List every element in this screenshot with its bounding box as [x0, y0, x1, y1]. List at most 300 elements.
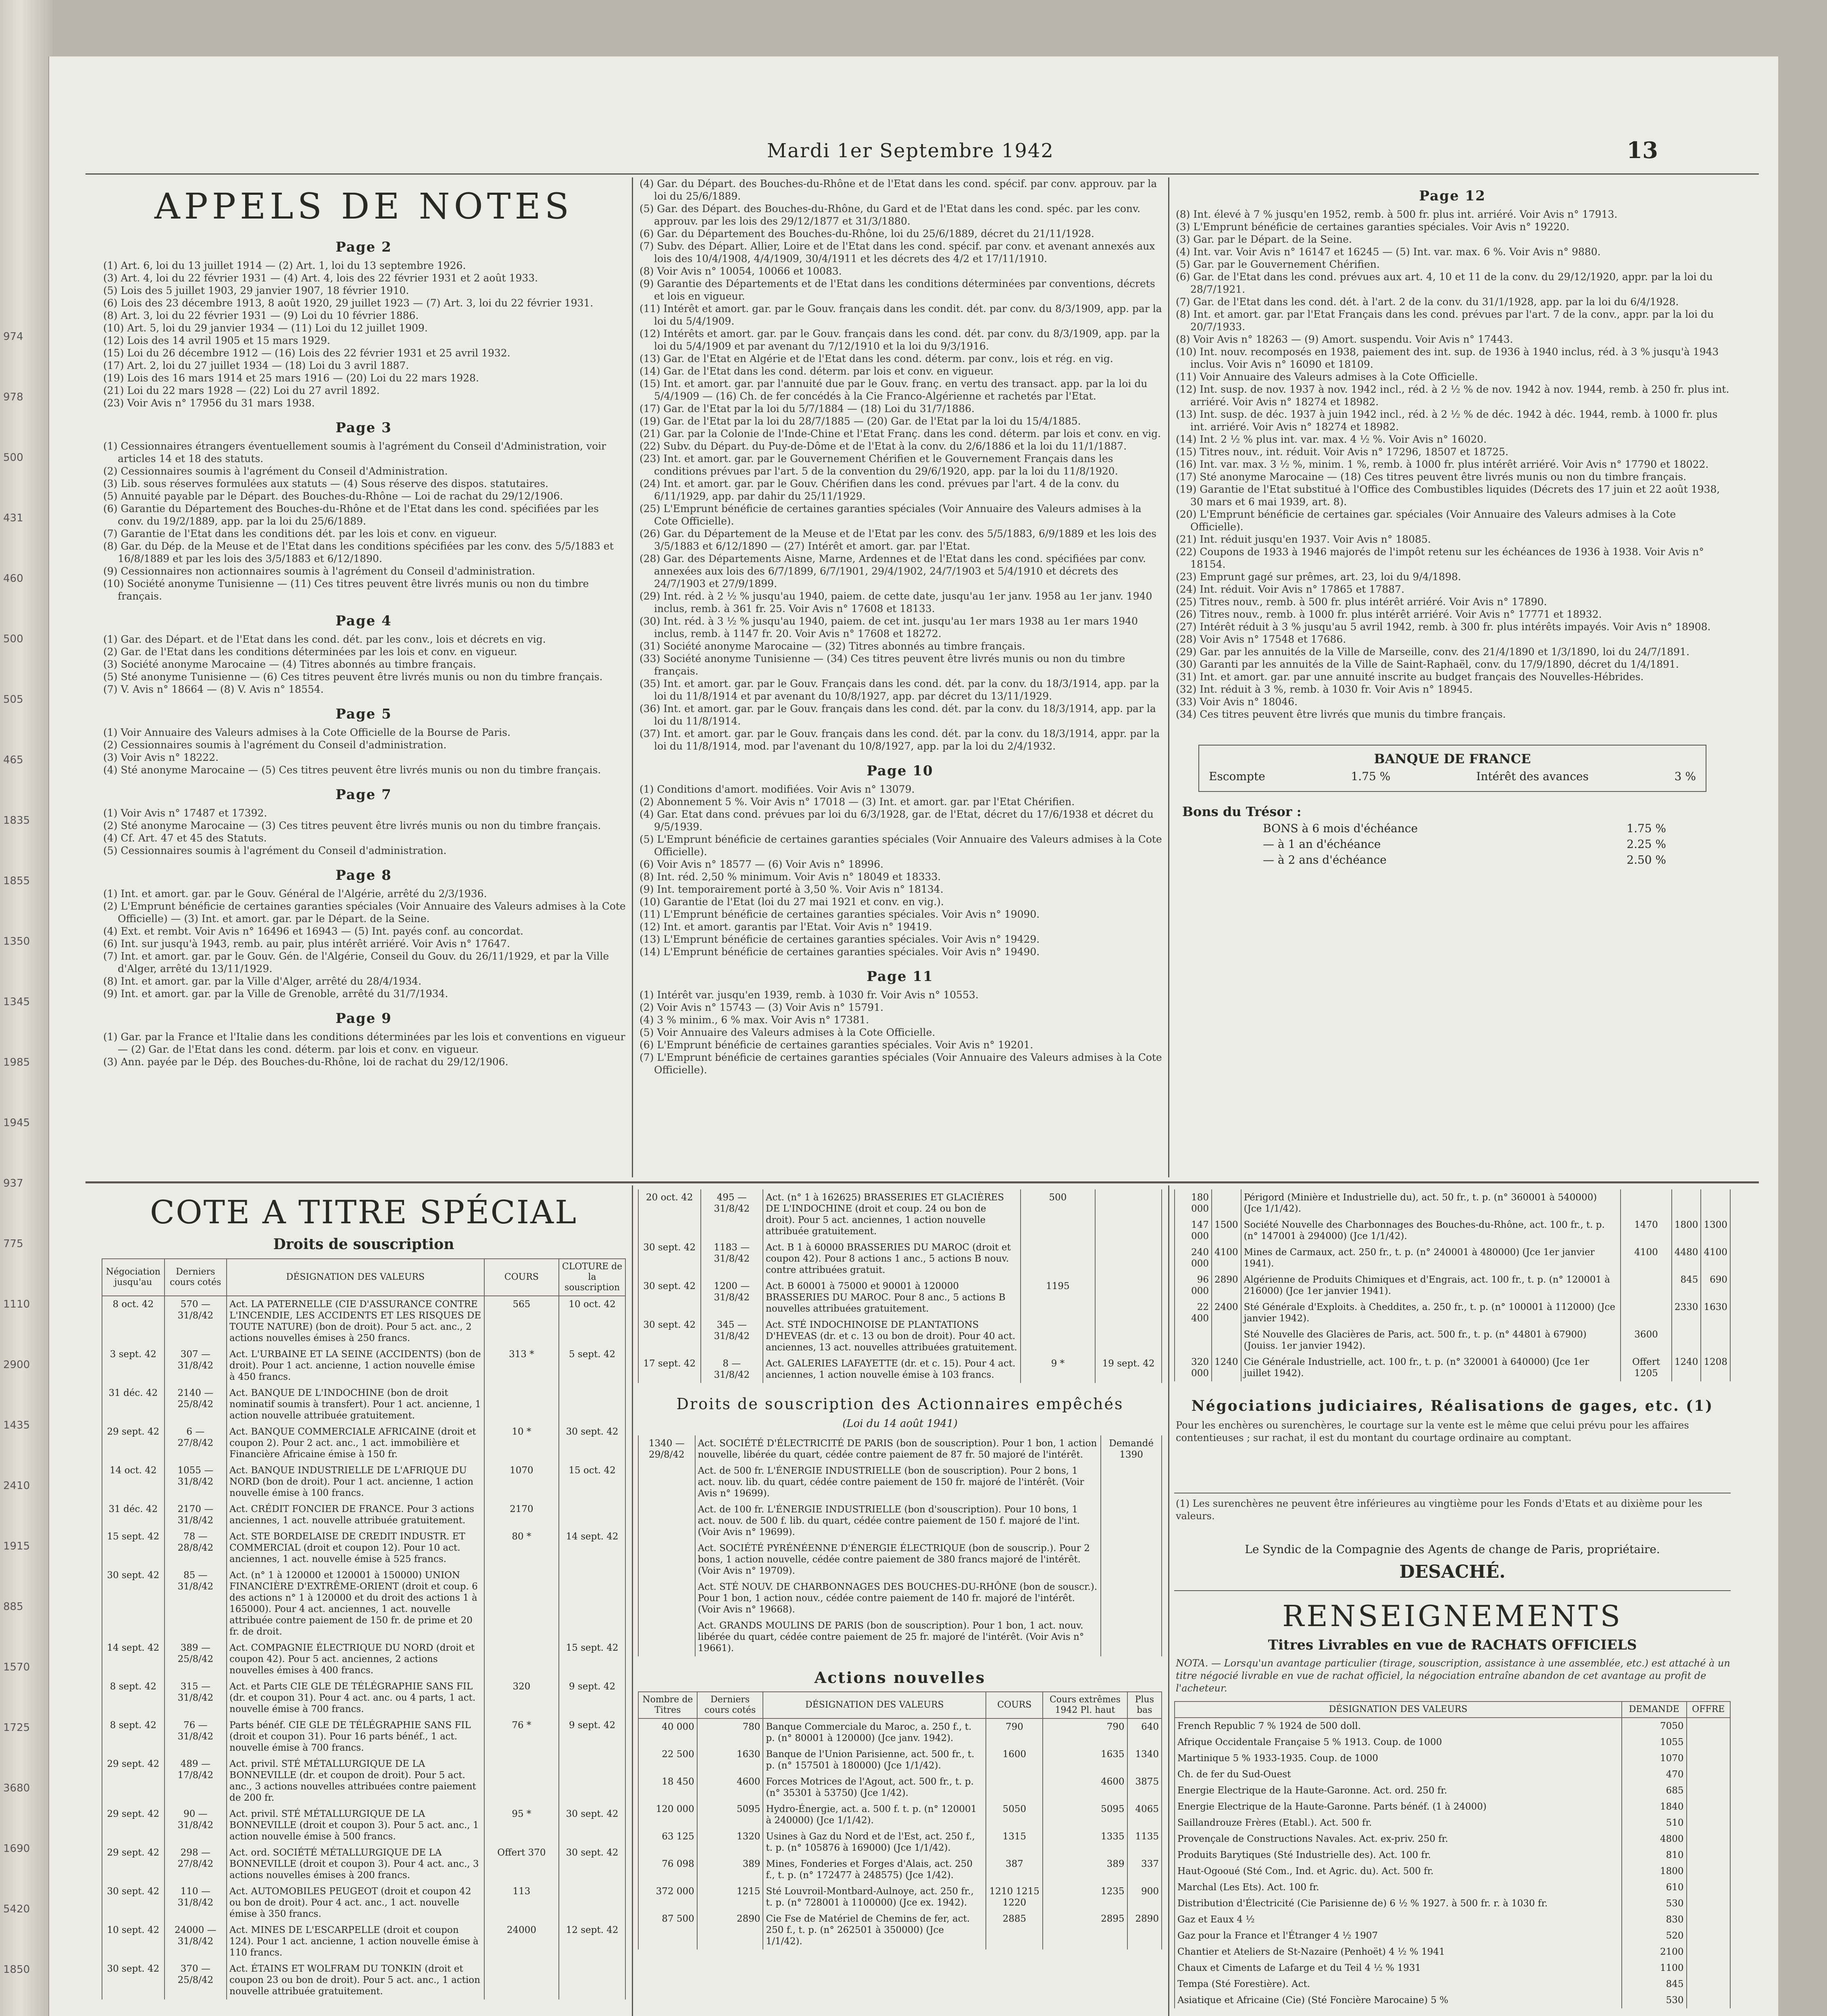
- cell-date: 30 sept. 42: [638, 1239, 701, 1278]
- cell-close: 19 sept. 42: [1095, 1356, 1162, 1383]
- column-header: DÉSIGNATION DES VALEURS: [1175, 1702, 1622, 1718]
- cell-name: Usines à Gaz du Nord et de l'Est, act. 250 f., t. p. (n° 105876 à 169000) (Jce 1/1/42).: [763, 1829, 986, 1856]
- footnote: (3) Gar. par le Départ. de la Seine.: [1176, 233, 1352, 245]
- banque-rates: [1209, 770, 1696, 783]
- footnote: (5) Sté anonyme Tunisienne — (6) Ces titres peuvent être livrés munis ou non du timbre français.: [103, 671, 603, 683]
- footnote: (2) Gar. de l'Etat dans les conditions déterminées par les lois et conv. en vigueur.: [103, 646, 517, 658]
- cell-date: 29 sept. 42: [102, 1806, 165, 1845]
- page12-head: Page 12: [1419, 188, 1486, 204]
- footnote: (30) Int. réd. à 3 ½ % jusqu'au 1940, paiem. de cet int. jusqu'au 1er mars 1938 au 1er mars 1940 inclus, remb. à 1147 fr. 20. Voir Avis n° 17608 et 18272.: [640, 615, 1138, 639]
- spine-number: 431: [3, 512, 23, 524]
- spine-number: 974: [3, 331, 23, 343]
- cell-n: 96 000: [1175, 1272, 1212, 1299]
- cell-date: 31 déc. 42: [102, 1501, 165, 1529]
- cell-offre: [1687, 1815, 1731, 1831]
- cell-date: 30 sept. 42: [102, 1567, 165, 1640]
- footnote: (20) L'Emprunt bénéficie de certaines gar. spéciales (Voir Annuaire des Valeurs admises à la Cote Officielle).: [1176, 508, 1676, 533]
- empeches-title: Droits de souscription des Actionnaires empêchés: [676, 1395, 1124, 1413]
- footnote: (5) Voir Annuaire des Valeurs admises à la Cote Officielle.: [640, 1027, 935, 1038]
- cell-cours: [1621, 1189, 1672, 1217]
- table-row: [102, 1883, 625, 1922]
- footnote: (9) Int. temporairement porté à 3,50 %. Voir Avis n° 18134.: [640, 883, 944, 895]
- cell-n: 22 400: [1175, 1299, 1212, 1327]
- cell-last: [638, 1463, 695, 1502]
- table-row: [1175, 1799, 1730, 1815]
- table-row: [1175, 1976, 1730, 1992]
- cell-n: [1175, 1327, 1212, 1354]
- cell-date: 29 sept. 42: [102, 1424, 165, 1462]
- cell-demande: 610: [1622, 1879, 1687, 1895]
- cell-name: Distribution d'Électricité (Cie Parisienne de) 6 ½ % 1927. à 500 fr. r. à 1030 fr.: [1175, 1895, 1622, 1912]
- footnote: (2) Cessionnaires soumis à l'agrément du Conseil d'administration.: [103, 739, 447, 751]
- cell-last: 4600: [697, 1774, 763, 1801]
- cell-close: 9 sept. 42: [559, 1679, 625, 1717]
- cell-close: [1095, 1317, 1162, 1356]
- column-header: COURS: [986, 1692, 1043, 1718]
- footnote: (4) Sté anonyme Marocaine — (5) Ces titres peuvent être livrés munis ou non du timbre français.: [103, 764, 601, 776]
- cell-hi: 1800: [1672, 1217, 1701, 1244]
- footnote: (15) Int. et amort. gar. par l'annuité due par le Gouv. franç. en vertu des transact. app. par la loi du 5/4/1909 — (16) Ch. de fer concédés à la Cie Franco-Algérienne et rachetés par l'Etat.: [640, 378, 1148, 402]
- cell-cours: 4100: [1621, 1244, 1672, 1272]
- cell-close: [559, 1567, 625, 1640]
- cell-date: 15 sept. 42: [102, 1529, 165, 1567]
- table-row: [102, 1845, 625, 1883]
- cell-cours: 320: [484, 1679, 559, 1717]
- footnote: (1) Voir Avis n° 17487 et 17392.: [103, 807, 267, 819]
- nouv-table-body: [638, 1718, 1162, 1949]
- footnote: (32) Int. réduit à 3 %, remb. à 1030 fr. Voir Avis n° 18945.: [1176, 683, 1473, 695]
- bons-value: 1.75 %: [1627, 822, 1666, 835]
- table-row: [638, 1774, 1162, 1801]
- table-row: [1175, 1783, 1730, 1799]
- cell-cours: 9 *: [1021, 1356, 1095, 1383]
- bons-rows: [1263, 822, 1666, 866]
- spine-number: 1345: [3, 996, 30, 1008]
- footnote: (6) Voir Avis n° 18577 — (6) Voir Avis n° 18996.: [640, 858, 883, 870]
- cell-cours: [1101, 1618, 1162, 1656]
- table-row: [638, 1317, 1162, 1356]
- cell-name: Act. BANQUE INDUSTRIELLE DE L'AFRIQUE DU NORD (bon de droit). Pour 1 act. ancienne, 1 action nouvelle émise à 100 francs.: [227, 1462, 484, 1501]
- cell-cours: [484, 1961, 559, 1999]
- renseignements-body: [1175, 1718, 1730, 2008]
- table-row: [1175, 1244, 1730, 1272]
- table-row: [1175, 1327, 1730, 1354]
- empeches-subtitle: (Loi du 14 août 1941): [842, 1418, 958, 1430]
- footnote: (25) L'Emprunt bénéficie de certaines garanties spéciales (Voir Annuaire des Valeurs admises à la Cote Officielle).: [640, 503, 1142, 527]
- footnote: (8) Art. 3, loi du 22 février 1931 — (9) Loi du 10 février 1886.: [103, 310, 419, 321]
- cell-name: Cie Générale Industrielle, act. 100 fr., t. p. (n° 320001 à 640000) (Jce 1er juillet 1942).: [1241, 1354, 1621, 1381]
- cell-hi: 2895: [1043, 1911, 1127, 1949]
- cell-cours: Demandé 1390: [1101, 1435, 1162, 1463]
- footnote: (1) Cessionnaires étrangers éventuellement soumis à l'agrément du Conseil d'Administration, voir articles 14 et 18 des statuts.: [103, 440, 606, 464]
- cell-offre: [1687, 1750, 1731, 1766]
- spine-number: 465: [3, 754, 23, 766]
- cote-title: COTE A TITRE SPÉCIAL: [150, 1193, 578, 1231]
- footnote: (8) Voir Avis n° 10054, 10066 et 10083.: [640, 265, 842, 277]
- table-row: [102, 1385, 625, 1424]
- cell-last: [638, 1579, 695, 1618]
- bons-label: BONS à 6 mois d'échéance: [1263, 822, 1418, 835]
- cell-n: 147 000: [1175, 1217, 1212, 1244]
- cell-cours: Offert 370: [484, 1845, 559, 1883]
- cell-name: Sté Générale d'Exploits. à Cheddites, a. 250 fr., t. p. (n° 100001 à 112000) (Jce janvier 1942).: [1241, 1299, 1621, 1327]
- footnote: (28) Gar. des Départements Aisne, Marne, Ardennes et de l'Etat dans les cond. spécifiées par conv. annexées aux lois des 6/7/1899, 6/7/1901, 29/4/1902, 24/7/1903 et 5/4/1910 et décrets des 24/7/1903 et 27/9/1899.: [640, 553, 1146, 589]
- cell-name: Act. SOCIÉTÉ D'ÉLECTRICITÉ DE PARIS (bon de souscription). Pour 1 bon, 1 action nouvelle, libérée du quart, cédée contre paiement de 87 fr. 50 majoré de l'intérêt.: [695, 1435, 1101, 1463]
- bons-value: 2.25 %: [1627, 837, 1666, 851]
- table-row: [102, 1567, 625, 1640]
- footnote: (23) Int. et amort. gar. par le Gouvernement Chérifien et le Gouvernement Français dans les conditions prévues par l'art. 5 de la convention du 29/6/1920, app. par la loi du 11/8/1920.: [640, 453, 1118, 477]
- cell-last: 1320: [697, 1829, 763, 1856]
- cell-name: Act. privil. STÉ MÉTALLURGIQUE DE LA BONNEVILLE (dr. et coupon de droit). Pour 5 act. anc., 3 actions nouvelles attribuées contre paiement de 200 fr.: [227, 1756, 484, 1806]
- cell-close: 12 sept. 42: [559, 1922, 625, 1961]
- cell-close: 30 sept. 42: [559, 1845, 625, 1883]
- cell-name: Act. GALERIES LAFAYETTE (dr. et c. 15). Pour 4 act. anciennes, 1 action nouvelle émise à 103 francs.: [763, 1356, 1021, 1383]
- avances-value: 3 %: [1674, 770, 1696, 783]
- page12-notes: [1174, 208, 1731, 721]
- table-row: [102, 1961, 625, 1999]
- cell-date: 31 déc. 42: [102, 1385, 165, 1424]
- cell-cours: [1101, 1579, 1162, 1618]
- table-row: [1175, 1960, 1730, 1976]
- table-row: [638, 1746, 1162, 1774]
- footnote: (3) Voir Avis n° 18222.: [103, 752, 219, 763]
- footnote: (17) Sté anonyme Marocaine — (18) Ces titres peuvent être livrés munis ou non du timbre français.: [1176, 471, 1687, 483]
- footnote: (22) Coupons de 1933 à 1946 majorés de l'impôt retenu sur les échéances de 1936 à 1938. Voir Avis n° 18154.: [1176, 546, 1704, 570]
- footnote: (21) Int. réduit jusqu'en 1937. Voir Avis n° 18085.: [1176, 533, 1431, 545]
- cell-offre: [1687, 1734, 1731, 1750]
- cell-hi: 4480: [1672, 1244, 1701, 1272]
- table-row: [102, 1756, 625, 1806]
- spine-number: 1725: [3, 1722, 30, 1734]
- footnote: (17) Gar. de l'Etat par la loi du 5/7/1884 — (18) Loi du 31/7/1886.: [640, 403, 975, 414]
- middle-table: [638, 1189, 1162, 1383]
- cell-date: 14 sept. 42: [102, 1640, 165, 1679]
- footnote: (11) Voir Annuaire des Valeurs admises à la Cote Officielle.: [1176, 371, 1478, 383]
- cell-n: 372 000: [638, 1883, 697, 1911]
- footnote: (8) Gar. du Dép. de la Meuse et de l'Etat dans les conditions spécifiées par les conv. des 5/5/1883 et 16/8/1889 et par les lois des 3/5/1883 et 6/12/1890.: [103, 540, 614, 564]
- cell-demande: 1840: [1622, 1799, 1687, 1815]
- footnote: (26) Titres nouv., remb. à 1000 fr. plus intérêt arriéré. Voir Avis n° 17771 et 18932.: [1176, 608, 1602, 620]
- cell-n: 180 000: [1175, 1189, 1212, 1217]
- cell-n: 63 125: [638, 1829, 697, 1856]
- cell-last: [638, 1618, 695, 1656]
- negociations-body: Pour les enchères ou surenchères, le courtage sur la vente est le même que celui prévu pour les affaires contentieuses ; sur rachat, il est du montant du courtage ordinaire au comptant.: [1176, 1420, 1689, 1443]
- table-row: [638, 1278, 1162, 1317]
- footnote: (7) L'Emprunt bénéficie de certaines garanties spéciales (Voir Annuaire des Valeurs admises à la Cote Officielle).: [640, 1052, 1162, 1076]
- column-rule: [1168, 177, 1169, 1177]
- page11-head: Page 11: [867, 968, 933, 985]
- cell-last: 1500: [1212, 1217, 1241, 1244]
- cell-hi: 1335: [1043, 1829, 1127, 1856]
- spine-number: 937: [3, 1177, 23, 1189]
- cell-name: Act. (n° 1 à 162625) BRASSERIES ET GLACIÈRES DE L'INDOCHINE (droit et coup. 24 ou bon de droit). Pour 5 act. anciennes, 1 action nouvelle attribuée gratuitement.: [763, 1189, 1021, 1239]
- renseignements-title: RENSEIGNEMENTS: [1282, 1599, 1623, 1633]
- cell-cours: [484, 1640, 559, 1679]
- cell-last: 6 — 27/8/42: [165, 1424, 227, 1462]
- cell-date: 20 oct. 42: [638, 1189, 701, 1239]
- cell-cours: 2170: [484, 1501, 559, 1529]
- footnote: (4) Gar. du Départ. des Bouches-du-Rhône et de l'Etat dans les cond. spécif. par conv. approuv. par la loi du 25/6/1889.: [640, 178, 1157, 202]
- section-rule: [85, 1181, 1759, 1183]
- right-table-column: [1174, 1189, 1731, 2016]
- cell-name: Périgord (Minière et Industrielle du), act. 50 fr., t. p. (n° 360001 à 540000) (Jce 1/1/42).: [1241, 1189, 1621, 1217]
- cell-name: Act. COMPAGNIE ÉLECTRIQUE DU NORD (droit et coupon 42). Pour 5 act. anciennes, 2 actions nouvelles émises à 400 francs.: [227, 1640, 484, 1679]
- spine-number: 1945: [3, 1117, 30, 1129]
- footnote: (1) Int. et amort. gar. par le Gouv. Général de l'Algérie, arrêté du 2/3/1936.: [103, 888, 487, 900]
- footnote: (30) Garanti par les annuités de la Ville de Saint-Raphaël, conv. du 17/9/1890, décret du 1/4/1891.: [1176, 658, 1679, 670]
- cote-table-body: [102, 1296, 625, 1999]
- cell-cours: 1600: [986, 1746, 1043, 1774]
- footnote: (12) Int. susp. de nov. 1937 à nov. 1942 incl., réd. à 2 ½ % de nov. 1942 à nov. 1944, remb. à 250 fr. plus int. arriéré. Voir Avis n° 18274 et 18982.: [1176, 383, 1729, 408]
- cell-cours: [484, 1756, 559, 1806]
- cell-close: [559, 1501, 625, 1529]
- footnote: (3) Lib. sous réserves formulées aux statuts — (4) Sous réserve des dispos. statutaires.: [103, 478, 548, 489]
- cell-last: 110 — 31/8/42: [165, 1883, 227, 1922]
- table-row: [1175, 1944, 1730, 1960]
- spine-number: 5420: [3, 1903, 30, 1915]
- cell-last: 4100: [1212, 1244, 1241, 1272]
- table-row: [1175, 1272, 1730, 1299]
- cell-cours: [1621, 1299, 1672, 1327]
- cell-name: Forces Motrices de l'Agout, act. 500 fr., t. p. (n° 35301 à 53750) (Jce 1/42).: [763, 1774, 986, 1801]
- cell-hi: 1240: [1672, 1354, 1701, 1381]
- syndic-line: Le Syndic de la Compagnie des Agents de change de Paris, propriétaire.: [1245, 1543, 1660, 1556]
- footnote: (5) Gar. par le Gouvernement Chérifien.: [1176, 258, 1380, 270]
- cell-last: 489 — 17/8/42: [165, 1756, 227, 1806]
- table-row: [1175, 1189, 1730, 1217]
- footnote: (8) Int. et amort. gar. par la Ville d'Alger, arrêté du 28/4/1934.: [103, 975, 422, 987]
- table-row: [638, 1579, 1162, 1618]
- empeches-table-body: [638, 1435, 1162, 1656]
- cell-cours: [1021, 1239, 1095, 1278]
- footnote: (1) Voir Annuaire des Valeurs admises à la Cote Officielle de la Bourse de Paris.: [103, 727, 511, 738]
- cell-name: Gaz pour la France et l'Étranger 4 ½ 1907: [1175, 1928, 1622, 1944]
- footnote: (1) Intérêt var. jusqu'en 1939, remb. à 1030 fr. Voir Avis n° 10553.: [640, 989, 979, 1001]
- appels-page-head: Page 7: [335, 787, 392, 803]
- cell-name: Saillandrouze Frères (Etabl.). Act. 500 fr.: [1175, 1815, 1622, 1831]
- cell-name: Chaux et Ciments de Lafarge et du Teil 4 ½ % 1931: [1175, 1960, 1622, 1976]
- footnote: (36) Int. et amort. gar. par le Gouv. français dans les cond. dét. par la conv. du 18/3/1914, app. par la loi du 11/8/1914.: [640, 703, 1156, 727]
- renseignements-table: [1174, 1701, 1731, 2008]
- spine-number: 500: [3, 452, 23, 464]
- cell-cours: [1101, 1540, 1162, 1579]
- cell-close: 30 sept. 42: [559, 1424, 625, 1462]
- negociations-note: (1) Les surenchères ne peuvent être inférieures au vingtième pour les Fonds d'Etats et au dixième pour les valeurs.: [1176, 1498, 1702, 1522]
- cell-last: 298 — 27/8/42: [165, 1845, 227, 1883]
- column-header: Cours extrêmes 1942 Pl. haut: [1043, 1692, 1127, 1718]
- bons-title: Bons du Trésor :: [1182, 804, 1302, 819]
- cell-cours: 1195: [1021, 1278, 1095, 1317]
- table-row: [638, 1435, 1162, 1463]
- cell-close: 30 sept. 42: [559, 1806, 625, 1845]
- cell-date: 30 sept. 42: [102, 1883, 165, 1922]
- spine-number: 978: [3, 391, 23, 403]
- spine-number: 1350: [3, 935, 30, 948]
- cell-offre: [1687, 1928, 1731, 1944]
- cell-cours: 1315: [986, 1829, 1043, 1856]
- footnote: (15) Loi du 26 décembre 1912 — (16) Lois des 22 février 1931 et 25 avril 1932.: [103, 347, 510, 359]
- column-rule: [632, 1185, 633, 2016]
- cell-last: 370 — 25/8/42: [165, 1961, 227, 1999]
- page-header: [49, 137, 1779, 173]
- spine-number: 500: [3, 633, 23, 645]
- cell-close: 15 sept. 42: [559, 1640, 625, 1679]
- renseignements-header: [1175, 1702, 1730, 1718]
- cell-lo: [1701, 1327, 1730, 1354]
- table-row: [102, 1424, 625, 1462]
- footnote: (8) Int. réd. 2,50 % minimum. Voir Avis n° 18049 et 18333.: [640, 871, 941, 883]
- bons-row: [1263, 822, 1666, 835]
- footnote: (11) Intérêt et amort. gar. par le Gouv. français dans les condit. dét. par conv. du 8/3/1909, app. par la loi du 5/4/1909.: [640, 303, 1162, 327]
- cell-last: 85 — 31/8/42: [165, 1567, 227, 1640]
- cell-cours: 565: [484, 1296, 559, 1346]
- cell-last: 315 — 31/8/42: [165, 1679, 227, 1717]
- cell-date: 8 oct. 42: [102, 1296, 165, 1346]
- cell-demande: 1100: [1622, 1960, 1687, 1976]
- cell-last: 76 — 31/8/42: [165, 1717, 227, 1756]
- footnote: (7) Subv. des Départ. Allier, Loire et de l'Etat dans les cond. spécif. par conv. et avenant annexés aux lois des 10/4/1908, 4/4/1909, 30/4/1911 et les décrets des 4/2 et 17/11/1910.: [640, 240, 1155, 264]
- cell-name: Provençale de Constructions Navales. Act. ex-priv. 250 fr.: [1175, 1831, 1622, 1847]
- footnote: (6) Gar. du Département des Bouches-du-Rhône, loi du 25/6/1889, décret du 21/11/1928.: [640, 228, 1094, 240]
- cell-hi: 845: [1672, 1272, 1701, 1299]
- cell-name: Martinique 5 % 1933-1935. Coup. de 1000: [1175, 1750, 1622, 1766]
- cell-n: 22 500: [638, 1746, 697, 1774]
- column-header: Plus bas: [1127, 1692, 1162, 1718]
- cell-last: 495 — 31/8/42: [701, 1189, 763, 1239]
- footnote: (5) Lois des 5 juillet 1903, 29 janvier 1907, 18 février 1910.: [103, 285, 409, 296]
- footnote: (7) Gar. de l'Etat dans les cond. dét. à l'art. 2 de la conv. du 31/1/1928, app. par la loi du 6/4/1928.: [1176, 296, 1679, 308]
- footnote: (3) L'Emprunt bénéficie de certaines garanties spéciales. Voir Avis n° 19220.: [1176, 221, 1570, 233]
- cell-name: Act. de 500 fr. L'ÉNERGIE INDUSTRIELLE (bon de souscription). Pour 2 bons, 1 act. nouv. lib. du quart, cédée contre paiement de 150 fr. majoré de l'intérêt. (Voir Avis n° 19699).: [695, 1463, 1101, 1502]
- appels-page-head: Page 8: [335, 867, 392, 883]
- cell-date: 29 sept. 42: [102, 1756, 165, 1806]
- column-rule: [632, 177, 633, 1177]
- cell-last: 780: [697, 1718, 763, 1746]
- cell-offre: [1687, 1718, 1731, 1734]
- renseignements-nota: NOTA. — Lorsqu'un avantage particulier (tirage, souscription, assistance à une assemblée, etc.) est attaché à un titre négocié livrable en vue de rachat officiel, la négociation entraîne abandon de cet avantage au profit de l'acheteur.: [1176, 1658, 1730, 1694]
- footnote: (4) Cf. Art. 47 et 45 des Statuts.: [103, 832, 267, 844]
- footnote: (23) Emprunt gagé sur prêmes, art. 23, loi du 9/4/1898.: [1176, 571, 1461, 583]
- footnote: (23) Voir Avis n° 17956 du 31 mars 1938.: [103, 397, 315, 409]
- nouv-table: [638, 1691, 1162, 1949]
- table-row: [102, 1717, 625, 1756]
- cell-demande: 845: [1622, 1976, 1687, 1992]
- table-row: [1175, 1831, 1730, 1847]
- table-row: [102, 1462, 625, 1501]
- cell-name: Act. AUTOMOBILES PEUGEOT (droit et coupon 42 ou bon de droit). Pour 4 act. anc., 1 act. nouvelle émise à 350 francs.: [227, 1883, 484, 1922]
- cell-n: 87 500: [638, 1911, 697, 1949]
- renseignements-subtitle: Titres Livrables en vue de RACHATS OFFICIELS: [1268, 1637, 1637, 1653]
- cell-name: Banque de l'Union Parisienne, act. 500 fr., t. p. (n° 157501 à 180000) (Jce 1/1/42).: [763, 1746, 986, 1774]
- footnote: (6) Lois des 23 décembre 1913, 8 août 1920, 29 juillet 1923 — (7) Art. 3, loi du 22 février 1931.: [103, 297, 594, 309]
- cote-titre-special-column: [102, 1185, 626, 2016]
- bons-value: 2.50 %: [1627, 853, 1666, 866]
- cell-n: 120 000: [638, 1801, 697, 1829]
- table-row: [638, 1540, 1162, 1579]
- cell-offre: [1687, 1992, 1731, 2008]
- footnote: (31) Société anonyme Marocaine — (32) Titres abonnés au timbre français.: [640, 640, 1025, 652]
- column-header: DÉSIGNATION DES VALEURS: [763, 1692, 986, 1718]
- cell-name: Act. STE BORDELAISE DE CREDIT INDUSTR. ET COMMERCIAL (droit et coupon 12). Pour 10 act. anciennes, 1 act. nouvelle émise à 525 francs.: [227, 1529, 484, 1567]
- table-row: [638, 1356, 1162, 1383]
- spine-number: 460: [3, 573, 23, 585]
- cell-cours: [1101, 1463, 1162, 1502]
- footnote: (2) Sté anonyme Marocaine — (3) Ces titres peuvent être livrés munis ou non du timbre français.: [103, 820, 601, 831]
- cell-cours: 95 *: [484, 1806, 559, 1845]
- footnote: (9) Int. et amort. gar. par la Ville de Grenoble, arrêté du 31/7/1934.: [103, 988, 448, 1000]
- footnote: (7) Int. et amort. gar. par le Gouv. Gén. de l'Algérie, Conseil du Gouv. du 26/11/1929, et par la Ville d'Alger, arrêté du 13/11/1929.: [103, 950, 609, 975]
- footnote: (4) Gar. Etat dans cond. prévues par loi du 6/3/1928, gar. de l'Etat, décret du 17/6/1938 et décret du 9/5/1939.: [640, 808, 1154, 833]
- table-row: [102, 1296, 625, 1346]
- cell-close: 5 sept. 42: [559, 1346, 625, 1385]
- table-row: [102, 1679, 625, 1717]
- cell-name: Banque Commerciale du Maroc, a. 250 f., t. p. (n° 80001 à 120000) (Jce janv. 1942).: [763, 1718, 986, 1746]
- newspaper-page: [48, 56, 1778, 2016]
- cell-demande: 685: [1622, 1783, 1687, 1799]
- cell-name: Act. BANQUE COMMERCIALE AFRICAINE (droit et coupon 2). Pour 2 act. anc., 1 act. immobilière et Financière Africaine émise à 150 fr.: [227, 1424, 484, 1462]
- spine-number: 1570: [3, 1661, 30, 1673]
- cell-last: 307 — 31/8/42: [165, 1346, 227, 1385]
- cell-date: 30 sept. 42: [102, 1961, 165, 1999]
- cell-lo: 2890: [1127, 1911, 1162, 1949]
- cell-name: Hydro-Énergie, act. a. 500 f. t. p. (n° 120001 à 240000) (Jce 1/1/42).: [763, 1801, 986, 1829]
- cell-name: Asiatique et Africaine (Cie) (Sté Foncière Marocaine) 5 %: [1175, 1992, 1622, 2008]
- cell-cours: 1070: [484, 1462, 559, 1501]
- footnote: (37) Int. et amort. gar. par le Gouv. français dans les cond. dét. par la conv. du 18/3/1914, appr. par la loi du 11/8/1914, mod. par l'avenant du 10/8/1927, app. par la loi du 2/4/1932.: [640, 728, 1160, 752]
- avances-label: Intérêt des avances: [1476, 770, 1589, 783]
- nouv-table-header: [638, 1692, 1162, 1718]
- cell-lo: 1135: [1127, 1829, 1162, 1856]
- cell-cours: Offert 1205: [1621, 1354, 1672, 1381]
- footnote: (12) Lois des 14 avril 1905 et 15 mars 1929.: [103, 335, 330, 346]
- footnote: (16) Int. var. max. 3 ½ %, minim. 1 %, remb. à 1000 fr. plus intérêt arriéré. Voir Avis n° 17790 et 18022.: [1176, 458, 1709, 470]
- cell-cours: [986, 1774, 1043, 1801]
- footnote: (14) Int. 2 ½ % plus int. var. max. 4 ½ %. Voir Avis n° 16020.: [1176, 433, 1487, 445]
- cell-name: Mines de Carmaux, act. 250 fr., t. p. (n° 240001 à 480000) (Jce 1er janvier 1941).: [1241, 1244, 1621, 1272]
- bons-label: — à 2 ans d'échéance: [1263, 853, 1387, 866]
- cell-name: Chantier et Ateliers de St-Nazaire (Penhoët) 4 ½ % 1941: [1175, 1944, 1622, 1960]
- footnote: (21) Loi du 22 mars 1928 — (22) Loi du 27 avril 1892.: [103, 385, 380, 396]
- footnote: (24) Int. réduit. Voir Avis n° 17865 et 17887.: [1176, 583, 1404, 595]
- cell-offre: [1687, 1879, 1731, 1895]
- cell-offre: [1687, 1766, 1731, 1783]
- appels-page-head: Page 2: [335, 239, 392, 255]
- cell-cours: [1101, 1502, 1162, 1540]
- footnote: (3) Ann. payée par le Dép. des Bouches-du-Rhône, loi de rachat du 29/12/1906.: [103, 1056, 508, 1068]
- cell-n: 76 098: [638, 1856, 697, 1883]
- table-row: [102, 1640, 625, 1679]
- spine-number: 1110: [3, 1298, 30, 1310]
- footnote: (33) Voir Avis n° 18046.: [1176, 696, 1298, 708]
- table-row: [1175, 1895, 1730, 1912]
- cote-table-header: [102, 1259, 625, 1296]
- right-table: [1174, 1189, 1731, 1381]
- cell-hi: 5095: [1043, 1801, 1127, 1829]
- footnote: (15) Titres nouv., int. réduit. Voir Avis n° 17296, 18507 et 18725.: [1176, 446, 1508, 458]
- footnote: (29) Gar. par les annuités de la Ville de Marseille, conv. des 21/4/1890 et 1/3/1890, loi du 24/7/1891.: [1176, 646, 1690, 658]
- cell-demande: 7050: [1622, 1718, 1687, 1734]
- bons-row: [1263, 837, 1666, 851]
- cell-cours: [1021, 1317, 1095, 1356]
- cell-name: Afrique Occidentale Française 5 % 1913. Coup. de 1000: [1175, 1734, 1622, 1750]
- table-row: [1175, 1217, 1730, 1244]
- footnote: (12) Intérêts et amort. gar. par le Gouv. français dans les cond. dét. par conv. du 8/3/1909, app. par la loi du 5/4/1909 et par avenant du 7/12/1910 et la loi du 9/3/1916.: [640, 328, 1160, 352]
- cell-lo: 337: [1127, 1856, 1162, 1883]
- table-row: [638, 1718, 1162, 1746]
- column-rule: [1168, 1185, 1169, 2016]
- cell-name: Act. BANQUE DE L'INDOCHINE (bon de droit nominatif soumis à transfert). Pour 1 act. ancienne, 1 action nouvelle attribuée gratuitement.: [227, 1385, 484, 1424]
- cell-close: 9 sept. 42: [559, 1717, 625, 1756]
